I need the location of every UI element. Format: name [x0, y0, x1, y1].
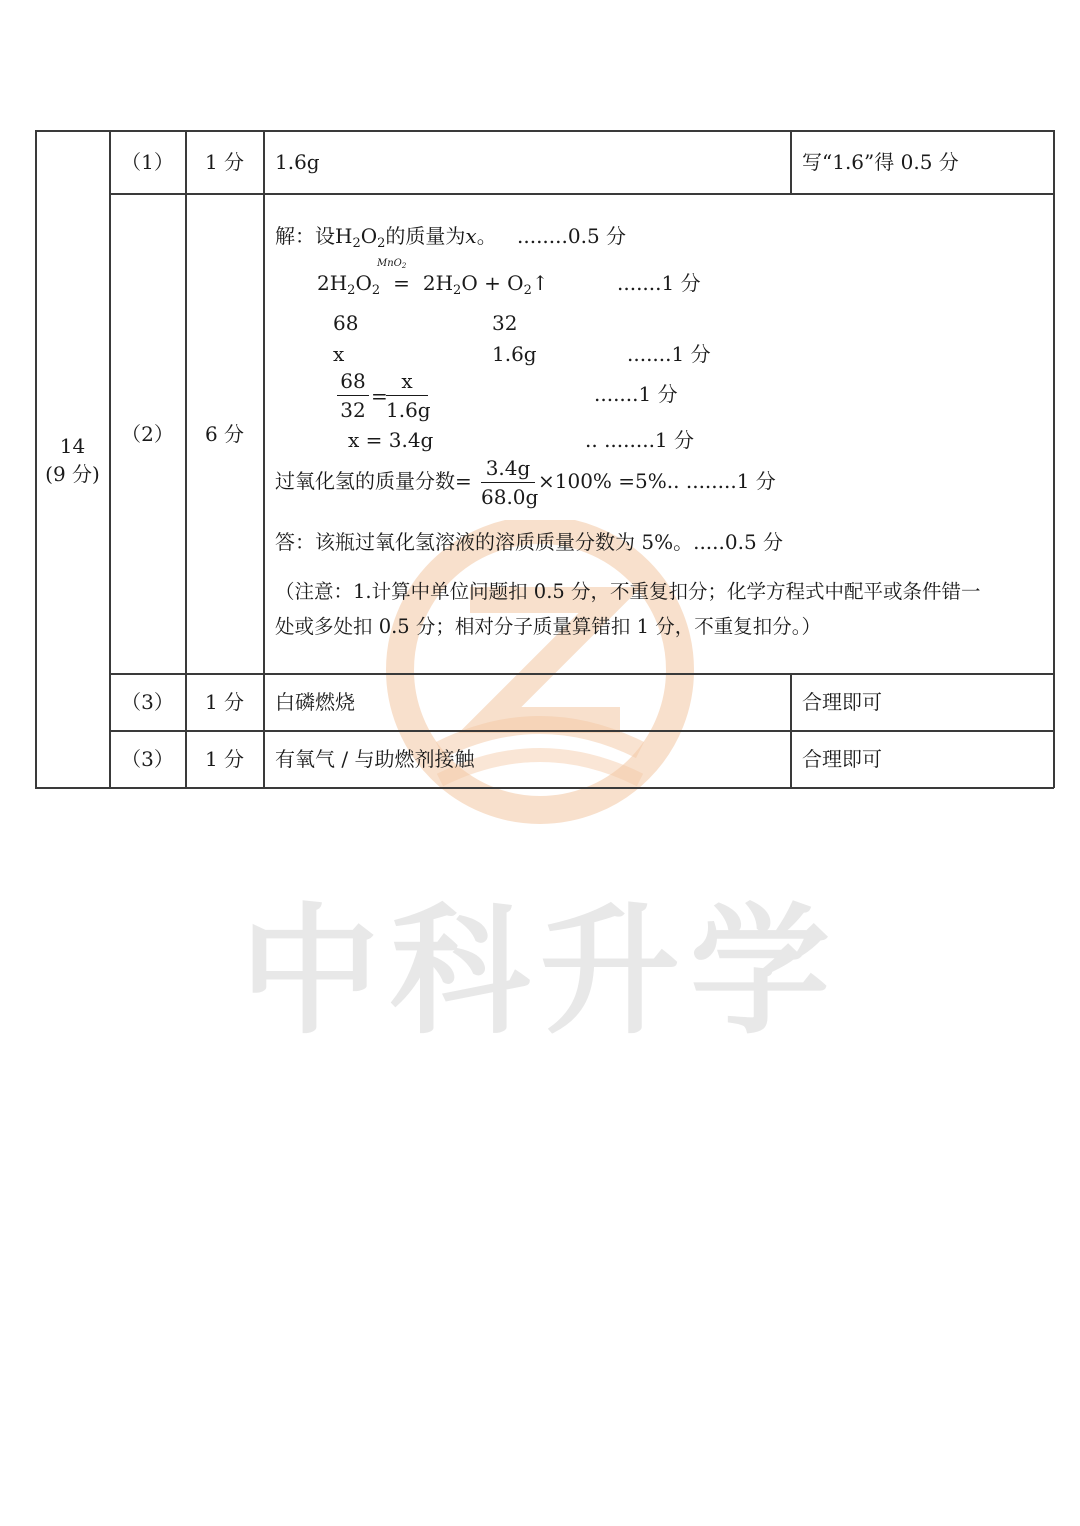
result-x: x = 3.4g	[348, 428, 434, 452]
row3-part: （3）	[121, 690, 174, 714]
row4-points: 1 分	[204, 747, 245, 771]
percent-label: 过氧化氢的质量分数=	[275, 469, 472, 493]
row3-answer: 白磷燃烧	[275, 690, 355, 714]
fraction-equals: =	[371, 384, 388, 408]
chemical-equation: $2H_2O_2 = 2H_2O$ + $O_2↑$	[317, 271, 549, 298]
percent-tail: ×100% =5%.. ........1 分	[538, 469, 776, 493]
question-number: 14	[59, 434, 86, 458]
row2-part: （2）	[121, 422, 174, 446]
mass-h2o2: 68	[333, 311, 359, 335]
solution-setup: 解：设$H_2O_2$的质量为x。	[275, 224, 497, 251]
solution-setup-score: ........0.5 分	[517, 224, 627, 248]
result-score: .. ........1 分	[585, 428, 695, 452]
fraction-score: .......1 分	[594, 382, 678, 406]
row1-answer: 1.6g	[275, 150, 320, 174]
row3-points: 1 分	[204, 690, 245, 714]
ratio-score: .......1 分	[627, 342, 711, 366]
row4-note: 合理即可	[802, 747, 882, 771]
watermark-text: 中科升学	[240, 891, 841, 1054]
equation-score: .......1 分	[617, 271, 701, 295]
row1-points: 1 分	[204, 150, 245, 174]
val-o2: 1.6g	[492, 342, 537, 366]
row2-points: 6 分	[204, 422, 245, 446]
row3-note: 合理即可	[802, 690, 882, 714]
row4-part: （3）	[121, 747, 174, 771]
catalyst-label: MnO$_2$	[377, 258, 407, 270]
var-x: x	[333, 342, 345, 366]
grading-note-line2: 处或多处扣 0.5 分；相对分子质量算错扣 1 分，不重复扣分。）	[275, 615, 821, 638]
watermark-logo	[370, 520, 710, 840]
question-total: (9 分)	[45, 462, 100, 486]
row1-part: （1）	[121, 150, 174, 174]
row1-note: 写“1.6”得 0.5 分	[802, 150, 959, 174]
mass-o2: 32	[492, 311, 518, 335]
fraction-68-32: $\frac{68}{32}$	[337, 369, 369, 422]
grading-note-line1: （注意：1.计算中单位问题扣 0.5 分，不重复扣分；化学方程式中配平或条件错一	[275, 580, 981, 603]
row4-answer: 有氧气 / 与助燃剂接触	[275, 747, 475, 771]
fraction-percent: $\frac{3.4g}{68.0g}$	[481, 456, 539, 509]
answer-statement: 答：该瓶过氧化氢溶液的溶质质量分数为 5%。.....0.5 分	[275, 530, 784, 554]
fraction-x-1.6g: $\frac{x}{1.6g}$	[386, 369, 431, 422]
